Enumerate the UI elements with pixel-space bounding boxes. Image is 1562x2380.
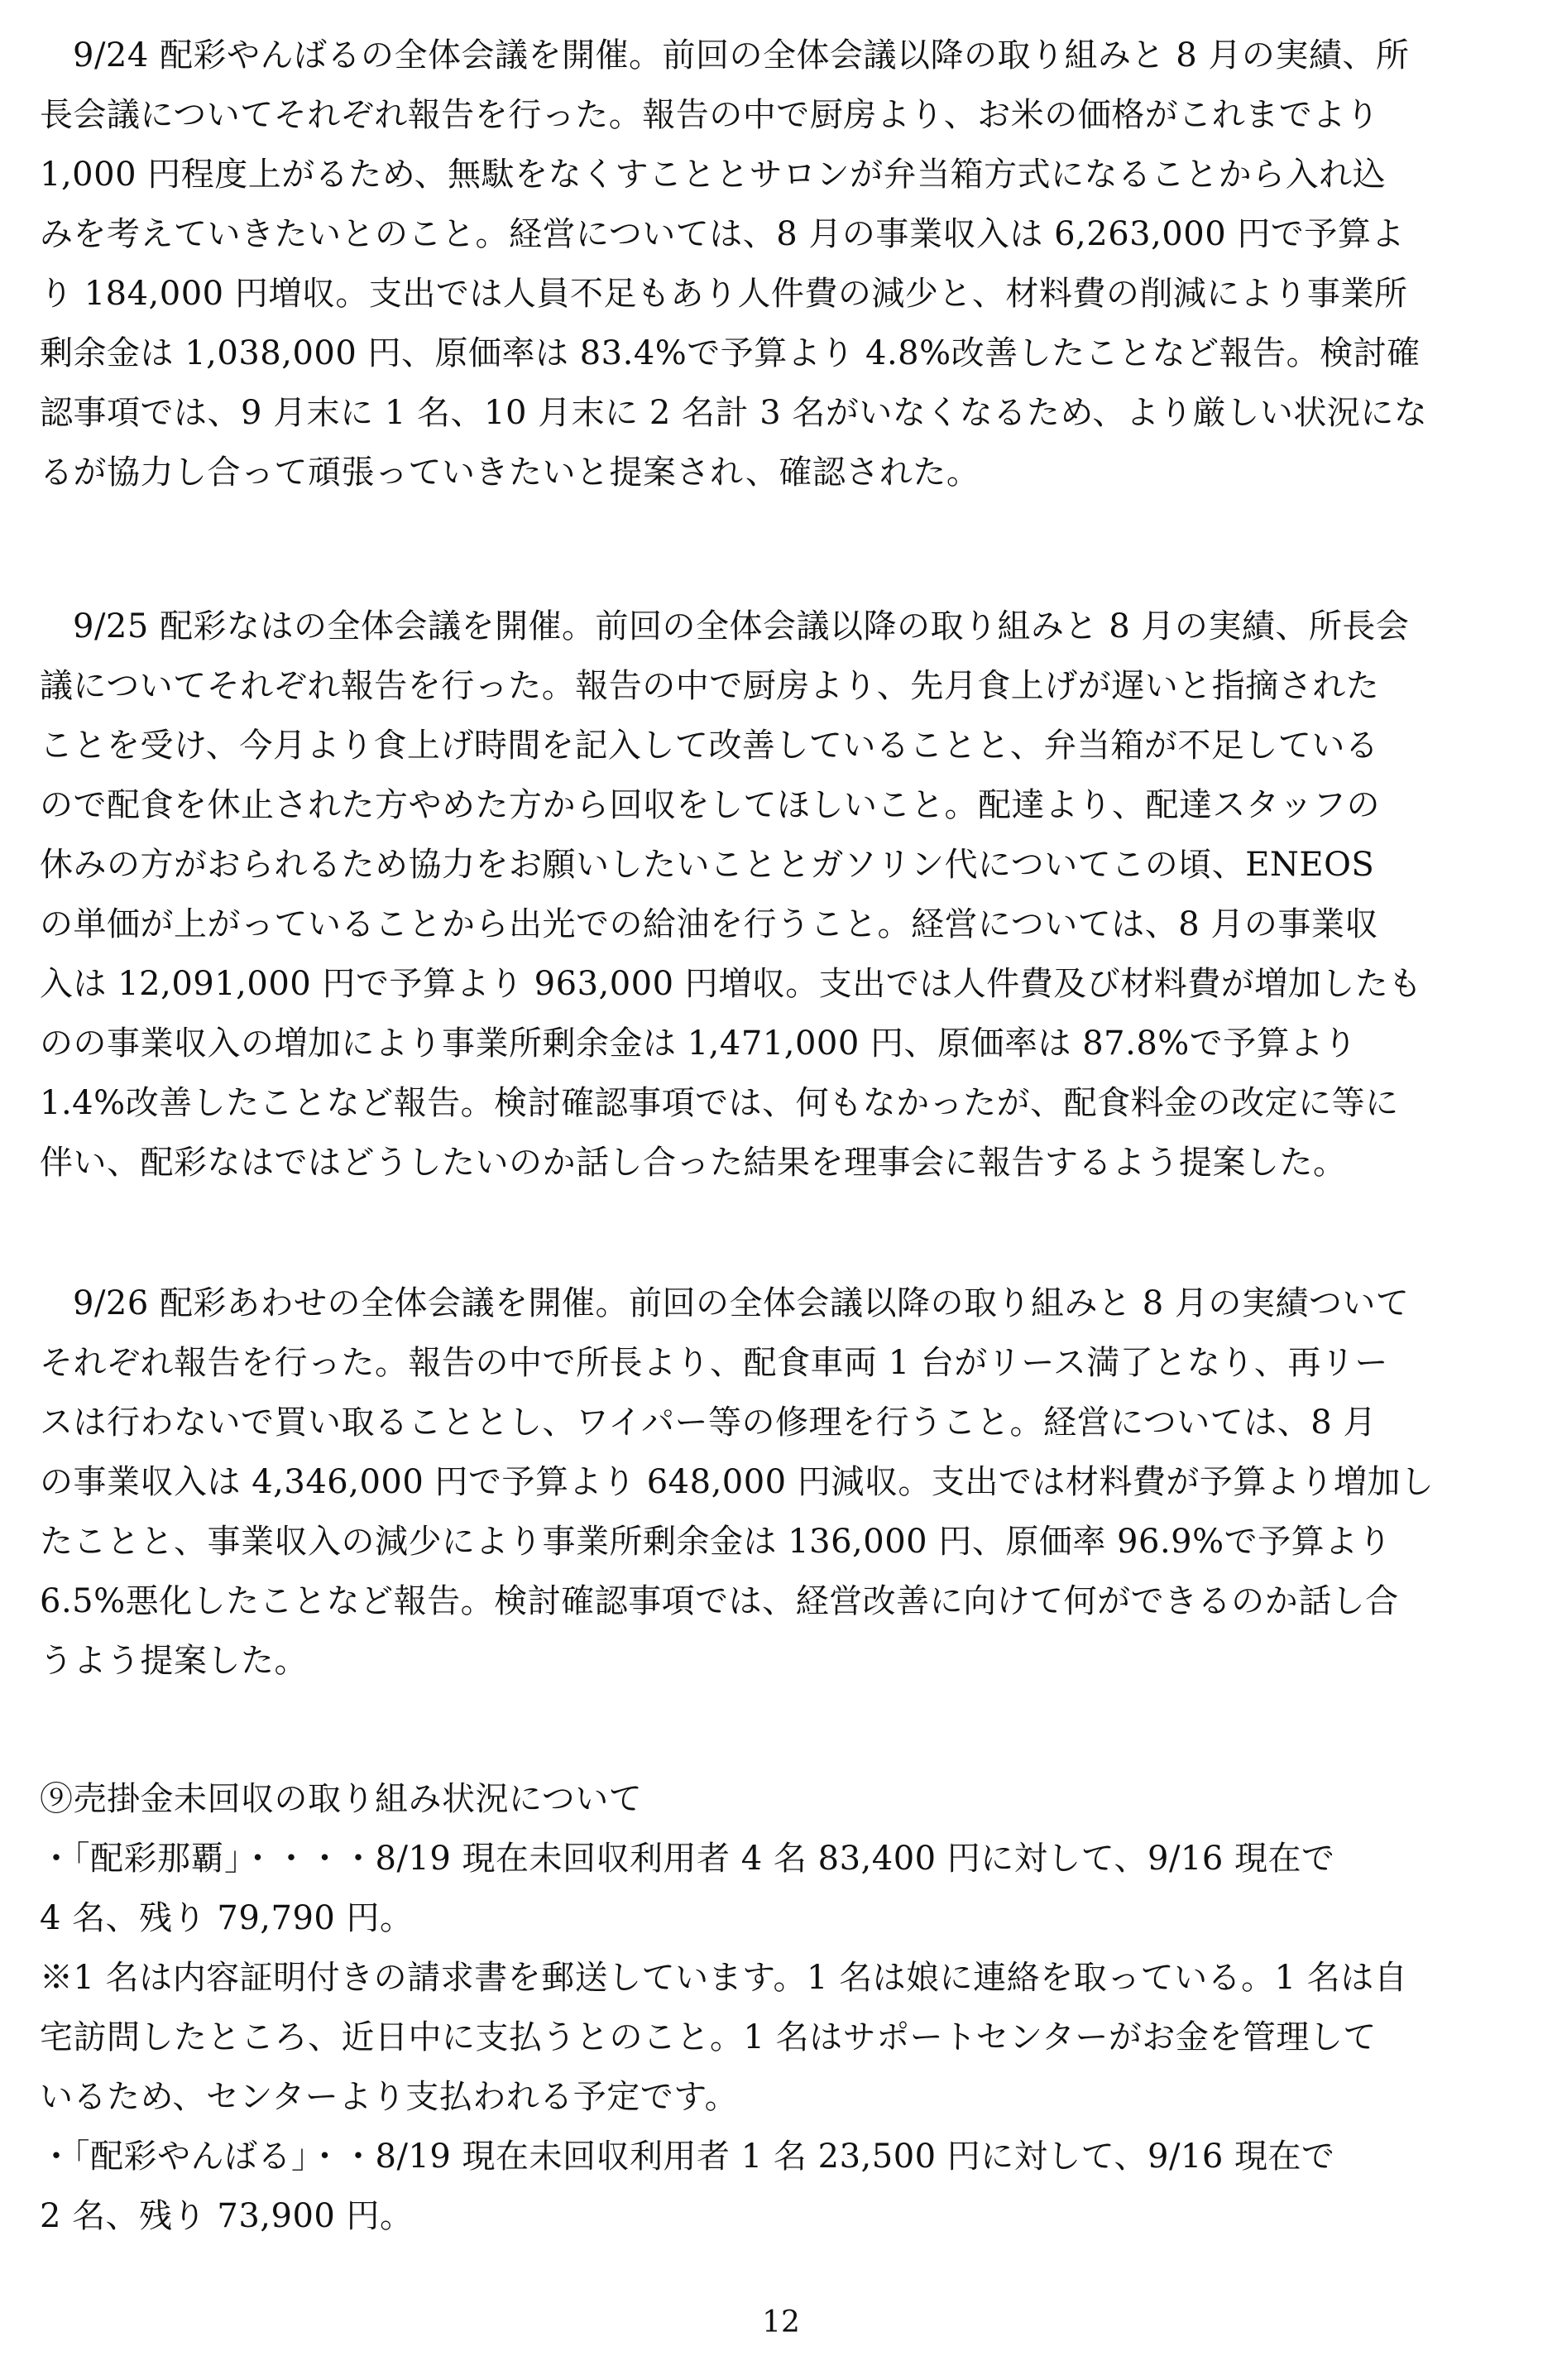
text-line: うよう提案した。 bbox=[40, 1642, 308, 1680]
text-line: ・「配彩那覇」・・・・8/19 現在未回収利用者 4 名 83,400 円に対して、9/16 現在で bbox=[40, 1840, 1335, 1878]
text-line: のの事業収入の増加により事業所剰余金は 1,471,000 円、原価率は 87.8%で予算より bbox=[40, 1024, 1358, 1063]
text-line: の事業収入は 4,346,000 円で予算より 648,000 円減収。支出では材料費が予算より増加し bbox=[40, 1463, 1435, 1501]
paragraph-yanbaru-meeting bbox=[40, 26, 1522, 502]
text-line: ので配食を休止された方やめた方から回収をしてほしいこと。配達より、配達スタッフの bbox=[40, 786, 1380, 824]
paragraph-awase-meeting bbox=[40, 1274, 1522, 1691]
text-line: 9/24 配彩やんばるの全体会議を開催。前回の全体会議以降の取り組みと 8 月の実績、所 bbox=[73, 36, 1410, 74]
text-line: 剰余金は 1,038,000 円、原価率は 83.4%で予算より 4.8%改善したことなど報告。検討確 bbox=[40, 334, 1421, 372]
text-line: 入は 12,091,000 円で予算より 963,000 円増収。支出では人件費及び材料費が増加したも bbox=[40, 965, 1422, 1003]
text-line: それぞれ報告を行った。報告の中で所長より、配食車両 1 台がリース満了となり、再リー bbox=[40, 1344, 1388, 1382]
text-line: みを考えていきたいとのこと。経営については、8 月の事業収入は 6,263,000 円で予算よ bbox=[40, 215, 1405, 253]
text-line: り 184,000 円増収。支出では人員不足もあり人件費の減少と、材料費の削減により事業所 bbox=[40, 275, 1408, 313]
text-line: 認事項では、9 月末に 1 名、10 月末に 2 名計 3 名がいなくなるため、より厳しい状況にな bbox=[40, 394, 1428, 432]
text-line: の単価が上がっていることから出光での給油を行うこと。経営については、8 月の事業収 bbox=[40, 905, 1378, 943]
paragraph-naha-meeting bbox=[40, 597, 1522, 1192]
text-line: いるため、センターより支払われる予定です。 bbox=[40, 2078, 739, 2116]
text-line: 1.4%改善したことなど報告。検討確認事項では、何もなかったが、配食料金の改定に等に bbox=[40, 1084, 1399, 1122]
page-number: 12 bbox=[762, 2306, 800, 2339]
text-line: 議についてそれぞれ報告を行った。報告の中で厨房より、先月食上げが遅いと指摘された bbox=[40, 667, 1380, 705]
document-page bbox=[40, 0, 1522, 2380]
text-line: たことと、事業収入の減少により事業所剰余金は 136,000 円、原価率 96.9%で予算より bbox=[40, 1523, 1392, 1561]
text-line: ・「配彩やんばる」・・8/19 現在未回収利用者 1 名 23,500 円に対して、9/16 現在で bbox=[40, 2138, 1335, 2176]
text-line: るが協力し合って頑張っていきたいと提案され、確認された。 bbox=[40, 453, 980, 492]
text-line: 休みの方がおられるため協力をお願いしたいこととガソリン代についてこの頃、ENEOS bbox=[40, 846, 1375, 884]
text-line: 6.5%悪化したことなど報告。検討確認事項では、経営改善に向けて何ができるのか話し合 bbox=[40, 1582, 1399, 1620]
text-line: 宅訪問したところ、近日中に支払うとのこと。1 名はサポートセンターがお金を管理して bbox=[40, 2018, 1377, 2056]
text-line: スは行わないで買い取ることとし、ワイパー等の修理を行うこと。経営については、8 月 bbox=[40, 1404, 1377, 1442]
text-line: 4 名、残り 79,790 円。 bbox=[40, 1899, 414, 1937]
section-receivables bbox=[40, 1769, 1522, 2246]
text-line: ことを受け、今月より食上げ時間を記入して改善していることと、弁当箱が不足している bbox=[40, 727, 1379, 765]
text-line: 9/25 配彩なはの全体会議を開催。前回の全体会議以降の取り組みと 8 月の実績、所長会 bbox=[73, 607, 1410, 645]
text-line: 9/26 配彩あわせの全体会議を開催。前回の全体会議以降の取り組みと 8 月の実績ついて bbox=[73, 1284, 1410, 1322]
text-line: 伴い、配彩なはではどうしたいのか話し合った結果を理事会に報告するよう提案した。 bbox=[40, 1144, 1347, 1182]
text-line: ※1 名は内容証明付きの請求書を郵送しています。1 名は娘に連絡を取っている。1 名は自 bbox=[40, 1959, 1408, 1997]
text-line: 1,000 円程度上がるため、無駄をなくすこととサロンが弁当箱方式になることから入れ込 bbox=[40, 156, 1387, 194]
text-line: 2 名、残り 73,900 円。 bbox=[40, 2197, 414, 2235]
section-heading: ⑨売掛金未回収の取り組み状況について bbox=[40, 1780, 643, 1818]
text-line: 長会議についてそれぞれ報告を行った。報告の中で厨房より、お米の価格がこれまでより bbox=[40, 96, 1380, 134]
